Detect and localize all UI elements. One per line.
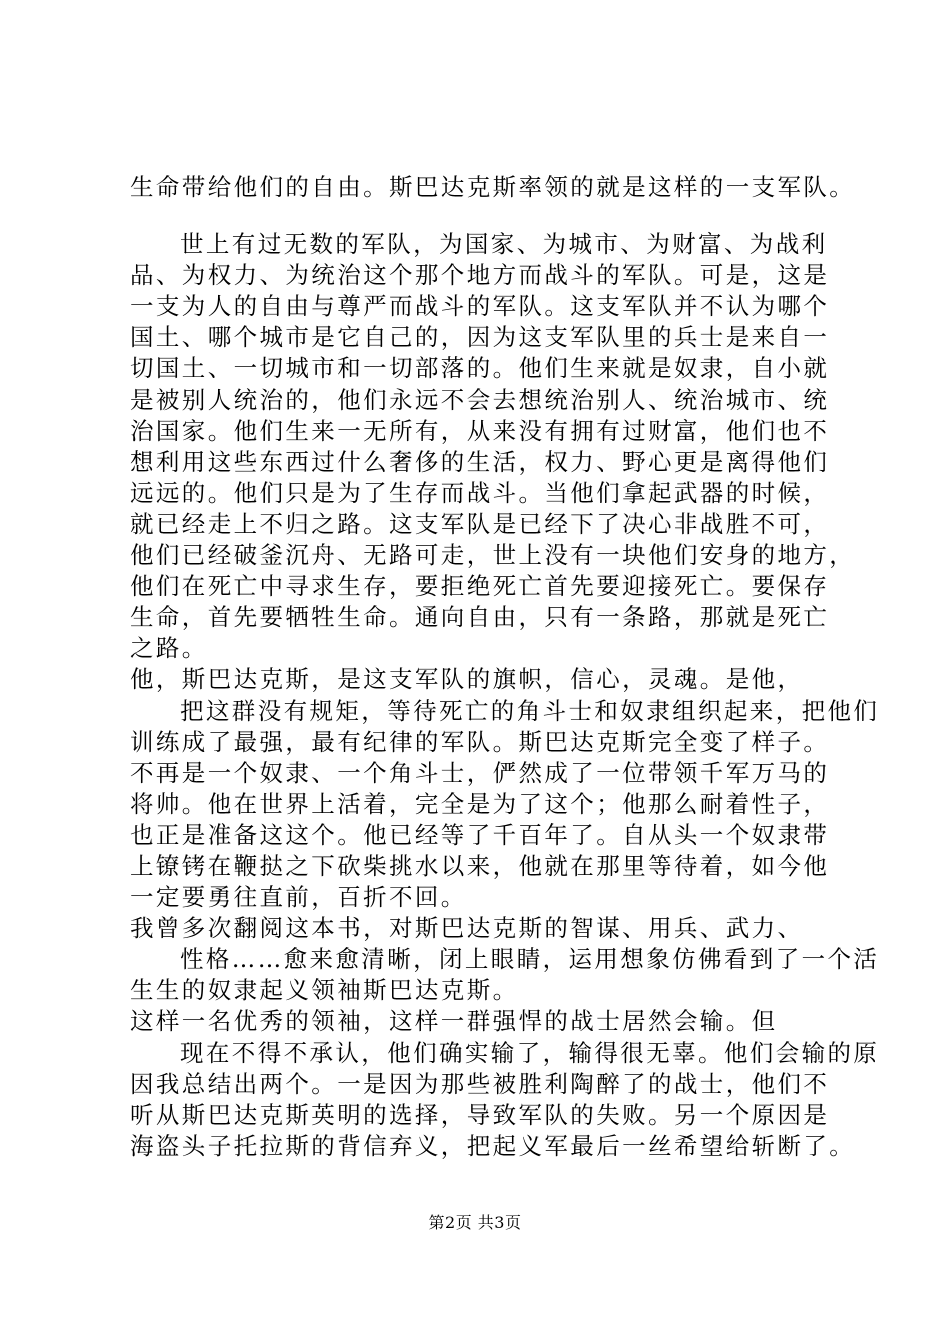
paragraph-first-line: 性格……愈来愈清晰，闭上眼睛，运用想象仿佛看到了一个活 [180, 945, 880, 974]
text-line: 就已经走上不归之路。这支军队是已经下了决心非战胜不可， [130, 509, 830, 538]
text-line: 海盗头子托拉斯的背信弃义，把起义军最后一丝希望给斩断了。 [130, 1131, 856, 1160]
text-line: 不再是一个奴隶、一个角斗士，俨然成了一位带领千军万马的 [130, 758, 830, 787]
page-number-footer: 第2页 共3页 [428, 1213, 522, 1232]
text-line: 训练成了最强，最有纪律的军队。斯巴达克斯完全变了样子。 [130, 727, 830, 756]
document-body [130, 172, 880, 1193]
text-line: 他，斯巴达克斯，是这支军队的旗帜，信心，灵魂。是他， [130, 665, 804, 694]
text-line: 一支为人的自由与尊严而战斗的军队。这支军队并不认为哪个 [130, 292, 830, 321]
text-line: 他们在死亡中寻求生存，要拒绝死亡首先要迎接死亡。要保存 [130, 572, 830, 601]
text-line: 一定要勇往直前，百折不回。 [130, 883, 467, 912]
paragraph-first-line: 世上有过无数的军队，为国家、为城市、为财富、为战利 [180, 230, 828, 259]
text-line [130, 1162, 850, 1193]
text-line: 生生的奴隶起义领袖斯巴达克斯。 [130, 976, 519, 1005]
text-line: 想利用这些东西过什么奢侈的生活，权力、野心更是离得他们 [130, 447, 830, 476]
paragraph-gap [130, 203, 850, 229]
text-line: 是被别人统治的，他们永远不会去想统治别人、统治城市、统 [130, 385, 830, 414]
text-line: 国土、哪个城市是它自己的，因为这支军队里的兵士是来自一 [130, 323, 830, 352]
text-line: 他们已经破釜沉舟、无路可走，世上没有一块他们安身的地方， [130, 541, 856, 570]
text-line: 之路。 [130, 634, 208, 663]
text-line: 治国家。他们生来一无所有，从来没有拥有过财富，他们也不 [130, 416, 830, 445]
text-line: 切国土、一切城市和一切部落的。他们生来就是奴隶，自小就 [130, 354, 830, 383]
paragraph-first-line: 把这群没有规矩，等待死亡的角斗士和奴隶组织起来，把他们 [180, 696, 880, 725]
text-line: 远远的。他们只是为了生存而战斗。当他们拿起武器的时候， [130, 478, 830, 507]
paragraph-first-line: 现在不得不承认，他们确实输了，输得很无辜。他们会输的原 [180, 1038, 880, 1067]
text-line: 品、为权力、为统治这个那个地方而战斗的军队。可是，这是 [130, 261, 830, 290]
text-line: 生命带给他们的自由。斯巴达克斯率领的就是这样的一支军队。 [130, 173, 856, 201]
text-line: 听从斯巴达克斯英明的选择，导致军队的失败。另一个原因是 [130, 1100, 830, 1129]
text-line: 我曾多次翻阅这本书，对斯巴达克斯的智谋、用兵、武力、 [130, 914, 804, 943]
text-line: 因我总结出两个。一是因为那些被胜利陶醉了的战士，他们不 [130, 1069, 830, 1098]
text-line: 将帅。他在世界上活着，完全是为了这个；他那么耐着性子， [130, 789, 830, 818]
text-line: 也正是准备这这个。他已经等了千百年了。自从头一个奴隶带 [130, 820, 830, 849]
text-line: 生命，首先要牺牲生命。通向自由，只有一条路，那就是死亡 [130, 603, 830, 632]
text-line: 上镣铐在鞭挞之下砍柴挑水以来，他就在那里等待着，如今他 [130, 851, 830, 880]
text-line: 这样一名优秀的领袖，这样一群强悍的战士居然会输。但 [130, 1007, 778, 1036]
